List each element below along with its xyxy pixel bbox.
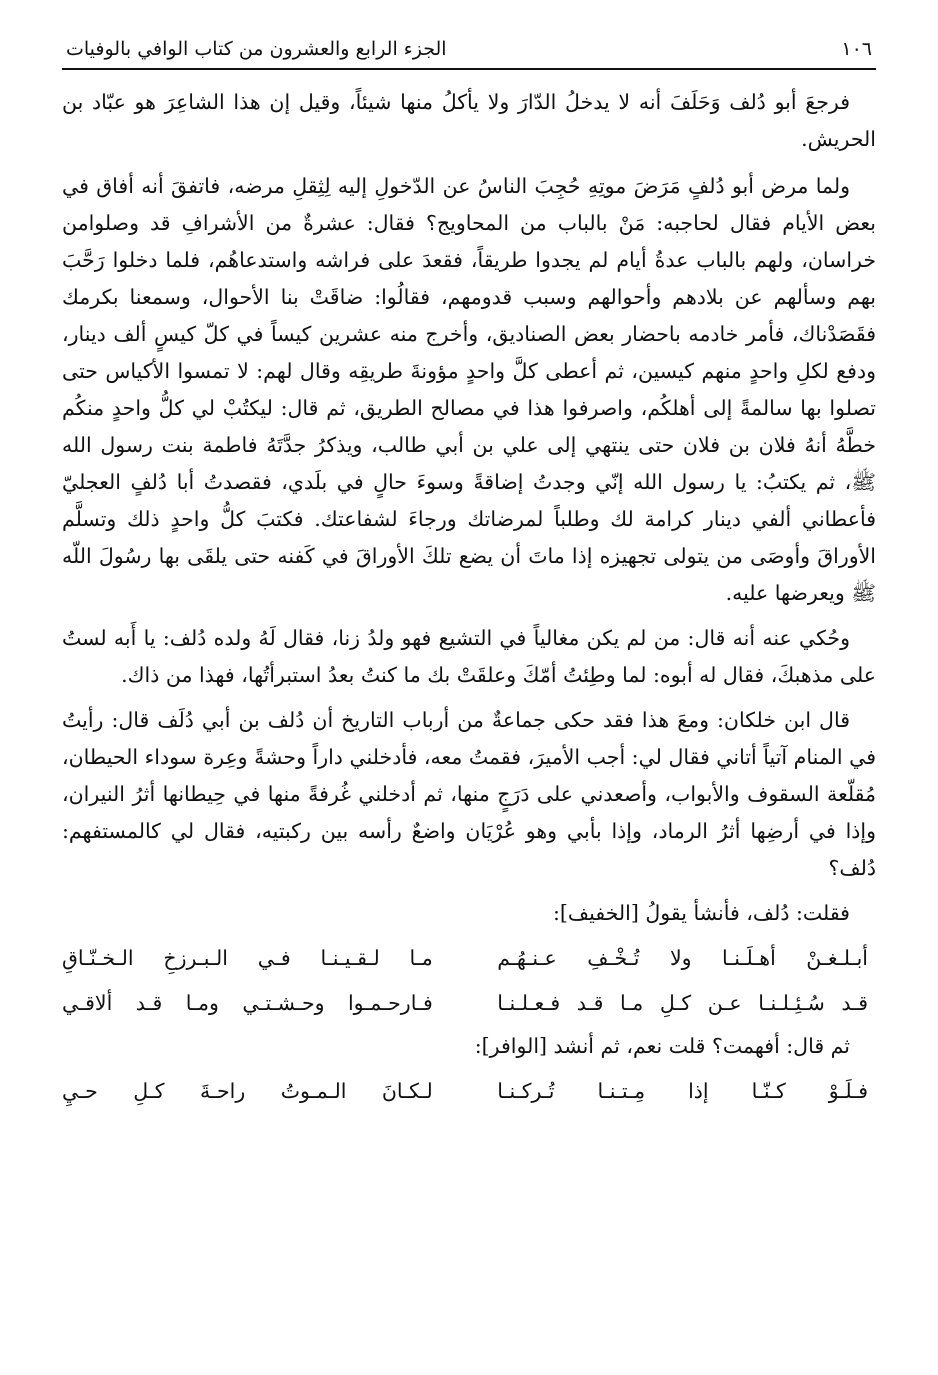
paragraph-2: ولما مرض أبو دُلفٍ مَرَضَ موتِهِ حُجِبَ الناسُ عن الدّخولِ إليه لِثِقلِ مرضه، فاتفقَ أنه أفاق في بعض الأيام فقال لحاجبه: مَنْ بالباب من المحاويج؟ فقال: عشرةٌ من الأشرافِ قد وصلوامن خراسان، ولهم بالباب عدةُ أيام لم يجدوا طريقاً، فقعدَ على فراشه واستدعاهُم، فلما دخلوا رَحَّبَ بهم وسألهم عن بلادهم وأحوالهم وسبب قدومهم، فقالُوا: ضاقَتْ بنا الأحوال، وسمعنا بكرمك فقَصَدْناك، فأمر خادمه باحضار بعض الصناديق، وأخرج منه عشرين كيساً في كلّ كيسٍ ألف دينار، ودفع لكلِ واحدٍ منهم كيسين، ثم أعطى كلَّ واحدٍ مؤونةَ طريقِه وقال لهم: لا تمسوا الأكياس حتى تصلوا بها سالمةً إلى أهلكُم، واصرفوا هذا في مصالح الطريق، ثم قال: ليكتُبْ لي كلُّ واحدٍ منكُم خطَّهُ أنهُ فلان بن فلان حتى ينتهي إلى علي بن أبي طالب، ويذكرُ جدَّتَهُ فاطمة بنت رسول الله ﷺ، ثم يكتبُ: يا رسول الله إنّي وجدتُ إضاقةً وسوءَ حالٍ في بلَدي، فقصدتُ أبا دُلفٍ العجليّ فأعطاني ألفي دينار كرامة لك وطلباً لمرضاتك ورجاءَ لشفاعتك. فكتبَ كلُّ واحدٍ ذلك وتسلَّم الأوراقَ وأوصَى من يتولى تجهيزه إذا ماتَ أن يضع تلكَ الأوراقَ في كَفنه حتى يلقَى بها رسُولَ اللّه ﷺ ويعرضها عليه.: [62, 174, 876, 605]
verse-intro-wafir: ثم قال: أفهمت؟ قلت نعم، ثم أنشد [الوافر]:: [474, 1034, 850, 1058]
header-rule: [62, 68, 876, 70]
verse-hemistich-second: مـا لـقـيـنـا فـي الـبـرزخِ الـخـنّـاقِ: [62, 946, 433, 970]
running-head: [62, 38, 876, 68]
paragraph-4: قال ابن خلكان: ومعَ هذا فقد حكى جماعةٌ من أرباب التاريخ أن دُلف بن أبي دُلَف قال: رأيتُ في المنام آتياً أتاني فقال لي: أجب الأميرَ، فقمتُ معه، فأدخلني داراً وحشةً وعِرة سوداء الحيطان، مُقلّعة السقوف والأبواب، وأصعدني على دَرَجٍ منها، ثم أدخلني غُرفةً منها في حِيطانها أثرُ النيران، وإذا في أرضِها أثرُ الرماد، وإذا بأبي وهو عُرْيَان واضعٌ رأسه بين ركبتيه، فقال لي كالمستفهم: دُلف؟: [62, 708, 876, 880]
verse-line: [62, 985, 868, 1022]
verse-line: [62, 940, 868, 977]
verse-hemistich-first: قـد سُـئِـلـنـا عـن كـلِ مـا قـد فـعـلـنـا: [497, 991, 868, 1015]
verse-hemistich-second: لـكـانَ الـمـوتُ راحـةَ كـلِ حـيِ: [62, 1079, 433, 1103]
verse-line: [62, 1073, 868, 1110]
verse-intro-khafif: فقلت: دُلف، فأنشأ يقولُ [الخفيف]:: [553, 901, 850, 925]
page-number: ١٠٦: [841, 38, 872, 60]
paragraph-3: وحُكي عنه أنه قال: من لم يكن مغالياً في التشيع فهو ولدُ زنا، فقال لَهُ ولده دُلف: يا أَبه لستُ على مذهبكَ، فقال له أبوه: لما وطِئتُ أمّكَ وعلقَتْ بك ما كنتُ بعدُ استبرأتُها، فهذا من ذاك.: [62, 626, 876, 687]
paragraph-1: فرجعَ أبو دُلف وَحَلَفَ أنه لا يدخلُ الدّارَ ولا يأكلُ منها شيئاً، وقيل إن هذا الشاعِرَ هو عبّاد بن الحريش.: [62, 90, 876, 151]
verse-hemistich-first: فـلَـوْ كـنّـا إذا مِـتـنـا تُـركـنـا: [497, 1079, 868, 1103]
verse-hemistich-first: أبـلـغـنْ أهـلَـنـا ولا تُـخْـفِ عـنـهُـم: [497, 946, 868, 970]
verse-hemistich-second: فـارحـمـوا وحـشـتـي ومـا قـد ألاقـي: [62, 991, 433, 1015]
running-title: الجزء الرابع والعشرون من كتاب الوافي بالوفيات: [66, 38, 447, 60]
